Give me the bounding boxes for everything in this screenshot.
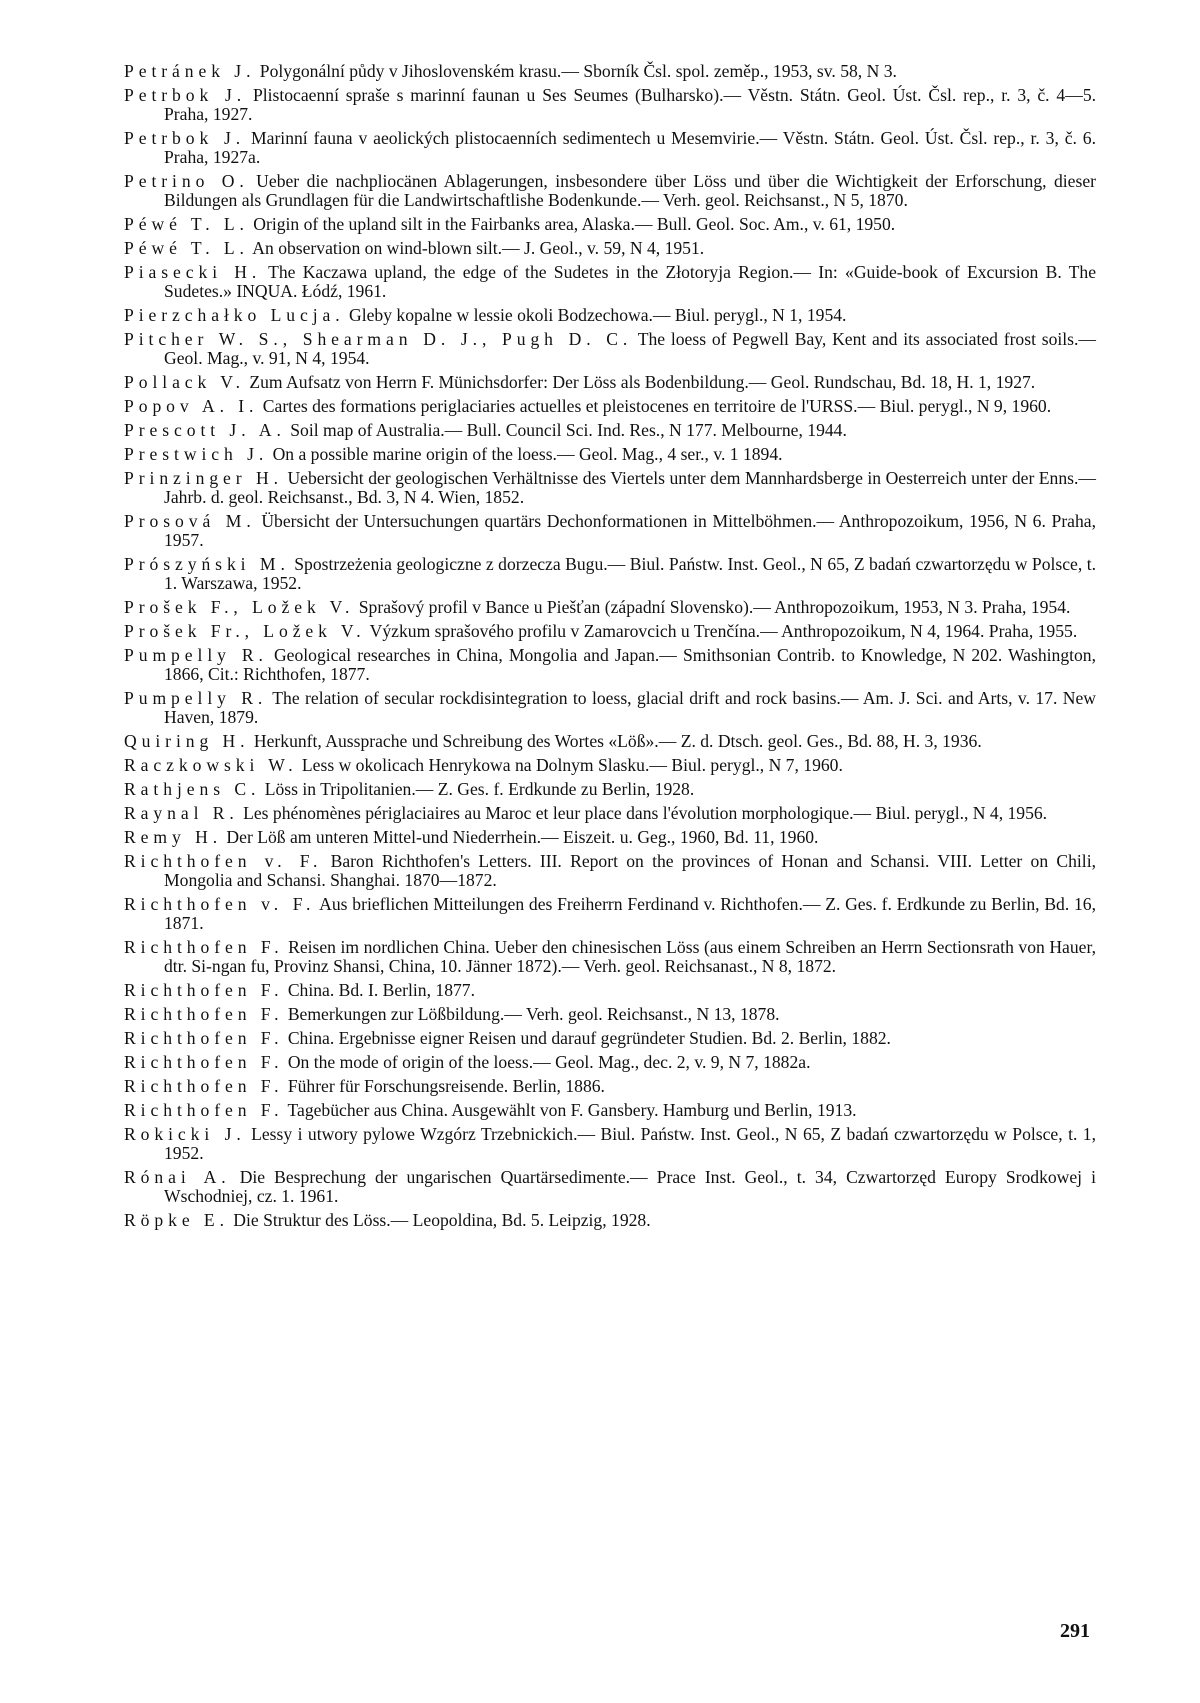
entry-citation: The relation of secular rockdisintegration to loess, glacial drift and rock basins.— Am. J. Sci. and Arts, v. 17. New Haven, 1879. xyxy=(164,688,1097,727)
entry-citation: Aus brieflichen Mitteilungen des Freiherrn Ferdinand v. Richthofen.— Z. Ges. f. Erdkunde zu Berlin, Bd. 16, 1871. xyxy=(164,894,1097,933)
entry-author: Prószyński M. xyxy=(124,554,290,574)
entry-citation: The loess of Pegwell Bay, Kent and its associated frost soils.— Geol. Mag., v. 91, N 4, 1954. xyxy=(164,329,1096,368)
entry-citation: An observation on wind-blown silt.— J. Geol., v. 59, N 4, 1951. xyxy=(248,238,705,258)
bibliography-entry xyxy=(124,1077,1096,1096)
bibliography-entry xyxy=(124,756,1096,775)
bibliography-entry xyxy=(124,263,1096,301)
entry-citation: Gleby kopalne w lessie okoli Bodzechowa.— Biul. perygl., N 1, 1954. xyxy=(344,305,847,325)
entry-citation: Uebersicht der geologischen Verhältnisse des Viertels unter dem Mannhardsberge in Oesterreich unter der Enns.— Jahrb. d. geol. Reichsanst., Bd. 3, N 4. Wien, 1852. xyxy=(164,468,1096,507)
entry-citation: Zum Aufsatz von Herrn F. Münichsdorfer: Der Löss als Bodenbildung.— Geol. Rundschau, Bd. 18, H. 1, 1927. xyxy=(244,372,1036,392)
bibliography-entry xyxy=(124,421,1096,440)
entry-author: Richthofen F. xyxy=(124,1052,284,1072)
entry-author: Richthofen F. xyxy=(124,1100,284,1120)
entry-citation: Plistocaenní spraše s marinní faunan u Ses Seumes (Bulharsko).— Věstn. Státn. Geol. Úst. Čsl. rep., r. 3, č. 4—5. Praha, 1927. xyxy=(164,85,1097,124)
entry-author: Piasecki H. xyxy=(124,262,262,282)
entry-author: Richthofen v. F. xyxy=(124,851,323,871)
bibliography-entry xyxy=(124,397,1096,416)
entry-citation: Baron Richthofen's Letters. III. Report on the provinces of Honan and Schansi. VIII. Letter on Chili, Mongolia and Schansi. Shanghai. 1870—1872. xyxy=(164,851,1096,890)
entry-author: Petrbok J. xyxy=(124,85,247,105)
entry-author: Richthofen F. xyxy=(124,980,284,1000)
bibliography-entry xyxy=(124,62,1096,81)
bibliography-entry xyxy=(124,1053,1096,1072)
bibliography-entry xyxy=(124,1211,1096,1230)
bibliography-entry xyxy=(124,330,1096,368)
bibliography-page xyxy=(124,62,1096,1235)
entry-author: Prosová M. xyxy=(124,511,256,531)
entry-citation: Spostrzeżenia geologiczne z dorzecza Bugu.— Biul. Państw. Inst. Geol., N 65, Z badań czwartorzędu w Polsce, t. 1. Warszawa, 1952. xyxy=(164,554,1096,593)
entry-citation: Geological researches in China, Mongolia and Japan.— Smithsonian Contrib. to Knowledge, N 202. Washington, 1866, Cit.: Richthofen, 1877. xyxy=(164,645,1096,684)
entry-author: Quiring H. xyxy=(124,731,250,751)
entry-author: Rathjens C. xyxy=(124,779,261,799)
bibliography-entry xyxy=(124,469,1096,507)
entry-citation: On the mode of origin of the loess.— Geol. Mag., dec. 2, v. 9, N 7, 1882a. xyxy=(283,1052,811,1072)
entry-citation: Löss in Tripolitanien.— Z. Ges. f. Erdkunde zu Berlin, 1928. xyxy=(260,779,695,799)
entry-citation: Polygonální půdy v Jihoslovenském krasu.— Sborník Čsl. spol. zeměp., 1953, sv. 58, N 3. xyxy=(255,61,897,81)
bibliography-entry xyxy=(124,215,1096,234)
entry-citation: Cartes des formations periglaciaries actuelles et pleistocenes en territoire de l'URSS.— Biul. perygl., N 9, 1960. xyxy=(258,396,1052,416)
entry-citation: Les phénomènes périglaciaires au Maroc et leur place dans l'évolution morphologique.— Biul. perygl., N 4, 1956. xyxy=(238,803,1048,823)
entry-author: Raczkowski W. xyxy=(124,755,298,775)
entry-citation: Výzkum sprašového profilu v Zamarovcich u Trenčína.— Anthropozoikum, N 4, 1964. Praha, 1955. xyxy=(365,621,1078,641)
entry-citation: Less w okolicach Henrykowa na Dolnym Slasku.— Biul. perygl., N 7, 1960. xyxy=(297,755,843,775)
bibliography-entry xyxy=(124,555,1096,593)
entry-author: Pumpelly R. xyxy=(124,645,268,665)
bibliography-entry xyxy=(124,780,1096,799)
bibliography-entry xyxy=(124,1101,1096,1120)
bibliography-entry xyxy=(124,512,1096,550)
entry-citation: Marinní fauna v aeolických plistocaenních sedimentech u Mesemvirie.— Věstn. Státn. Geol. Úst. Čsl. rep., r. 3, č. 6. Praha, 1927a. xyxy=(164,128,1096,167)
entry-author: Richthofen F. xyxy=(124,1028,284,1048)
entry-citation: Die Besprechung der ungarischen Quartärsedimente.— Prace Inst. Geol., t. 34, Czwartorzęd Europy Srodkowej i Wschodniej, cz. 1. 1961. xyxy=(164,1167,1097,1206)
bibliography-entry xyxy=(124,445,1096,464)
entry-citation: Origin of the upland silt in the Fairbanks area, Alaska.— Bull. Geol. Soc. Am., v. 61, 1950. xyxy=(248,214,896,234)
entry-author: Rónai A. xyxy=(124,1167,231,1187)
bibliography-entry xyxy=(124,622,1096,641)
bibliography-entry xyxy=(124,239,1096,258)
entry-author: Röpke E. xyxy=(124,1210,229,1230)
bibliography-entry xyxy=(124,852,1096,890)
bibliography-entry xyxy=(124,129,1096,167)
entry-citation: Übersicht der Untersuchungen quartärs Dechonformationen in Mittelböhmen.— Anthropozoikum, 1956, N 6. Praha, 1957. xyxy=(164,511,1096,550)
bibliography-list xyxy=(124,62,1096,1230)
page-number: 291 xyxy=(1060,1620,1090,1642)
entry-author: Raynal R. xyxy=(124,803,239,823)
bibliography-entry xyxy=(124,373,1096,392)
entry-citation: Der Löß am unteren Mittel-und Niederrhein.— Eiszeit. u. Geg., 1960, Bd. 11, 1960. xyxy=(222,827,819,847)
entry-author: Pollack V. xyxy=(124,372,245,392)
bibliography-entry xyxy=(124,804,1096,823)
entry-author: Pumpelly R. xyxy=(124,688,268,708)
entry-citation: China. Ergebnisse eigner Reisen und darauf gegründeter Studien. Bd. 2. Berlin, 1882. xyxy=(283,1028,891,1048)
bibliography-entry xyxy=(124,1125,1096,1163)
entry-citation: Ueber die nachpliocänen Ablagerungen, insbesondere über Löss und über die Wichtigkeit der Erforschung, dieser Bildungen als Grundlagen für die Landwirtschaftlishe Bodenkunde.— Verh. geol. Reichsanst., N 5, 1870. xyxy=(164,171,1097,210)
entry-author: Petrino O. xyxy=(124,171,249,191)
entry-author: Remy H. xyxy=(124,827,223,847)
bibliography-entry xyxy=(124,598,1096,617)
bibliography-entry xyxy=(124,828,1096,847)
entry-citation: Lessy i utwory pylowe Wzgórz Trzebnickich.— Biul. Państw. Inst. Geol., N 65, Z badań czwartorzędu w Polsce, t. 1, 1952. xyxy=(164,1124,1096,1163)
bibliography-entry xyxy=(124,646,1096,684)
entry-author: Prestwich J. xyxy=(124,444,269,464)
entry-citation: Die Struktur des Löss.— Leopoldina, Bd. 5. Leipzig, 1928. xyxy=(228,1210,651,1230)
bibliography-entry xyxy=(124,938,1096,976)
entry-citation: Herkunft, Aussprache und Schreibung des Wortes «Löß».— Z. d. Dtsch. geol. Ges., Bd. 88, H. 3, 1936. xyxy=(249,731,982,751)
bibliography-entry xyxy=(124,86,1096,124)
bibliography-entry xyxy=(124,1029,1096,1048)
entry-author: Richthofen v. F. xyxy=(124,894,316,914)
bibliography-entry xyxy=(124,895,1096,933)
entry-author: Prinzinger H. xyxy=(124,468,283,488)
entry-author: Pierzchałko Lucja. xyxy=(124,305,345,325)
entry-citation: Bemerkungen zur Lößbildung.— Verh. geol. Reichsanst., N 13, 1878. xyxy=(283,1004,780,1024)
entry-author: Péwé T. L. xyxy=(124,238,249,258)
entry-citation: Reisen im nordlichen China. Ueber den chinesischen Löss (aus einem Schreiben an Herrn Sectionsrath von Hauer, dtr. Si-ngan fu, Provinz Shansi, China, 10. Jänner 1872).— Verh. geol. Reichsanast., N 8, 1872. xyxy=(164,937,1096,976)
entry-citation: Tagebücher aus China. Ausgewählt von F. Gansbery. Hamburg und Berlin, 1913. xyxy=(283,1100,857,1120)
entry-author: Pitcher W. S., Shearman D. J., Pugh D. C. xyxy=(124,329,633,349)
entry-author: Rokicki J. xyxy=(124,1124,246,1144)
bibliography-entry xyxy=(124,172,1096,210)
entry-citation: Sprašový profil v Bance u Piešťan (západní Slovensko).— Anthropozoikum, 1953, N 3. Praha, 1954. xyxy=(354,597,1071,617)
bibliography-entry xyxy=(124,306,1096,325)
bibliography-entry xyxy=(124,689,1096,727)
entry-author: Richthofen F. xyxy=(124,1076,284,1096)
entry-author: Richthofen F. xyxy=(124,1004,284,1024)
entry-citation: On a possible marine origin of the loess.— Geol. Mag., 4 ser., v. 1 1894. xyxy=(268,444,783,464)
entry-author: Prescott J. A. xyxy=(124,420,286,440)
entry-citation: Soil map of Australia.— Bull. Council Sci. Ind. Res., N 177. Melbourne, 1944. xyxy=(285,420,847,440)
bibliography-entry xyxy=(124,981,1096,1000)
entry-citation: The Kaczawa upland, the edge of the Sudetes in the Złotoryja Region.— In: «Guide-book of Excursion B. The Sudetes.» INQUA. Łódź, 1961. xyxy=(164,262,1097,301)
entry-author: Péwé T. L. xyxy=(124,214,249,234)
entry-author: Richthofen F. xyxy=(124,937,284,957)
entry-author: Petránek J. xyxy=(124,61,256,81)
entry-author: Popov A. I. xyxy=(124,396,259,416)
entry-author: Petrbok J. xyxy=(124,128,246,148)
entry-citation: China. Bd. I. Berlin, 1877. xyxy=(283,980,475,1000)
bibliography-entry xyxy=(124,1168,1096,1206)
entry-author: Prošek F., Ložek V. xyxy=(124,597,355,617)
bibliography-entry xyxy=(124,732,1096,751)
entry-citation: Führer für Forschungsreisende. Berlin, 1886. xyxy=(283,1076,605,1096)
entry-author: Prošek Fr., Ložek V. xyxy=(124,621,366,641)
bibliography-entry xyxy=(124,1005,1096,1024)
